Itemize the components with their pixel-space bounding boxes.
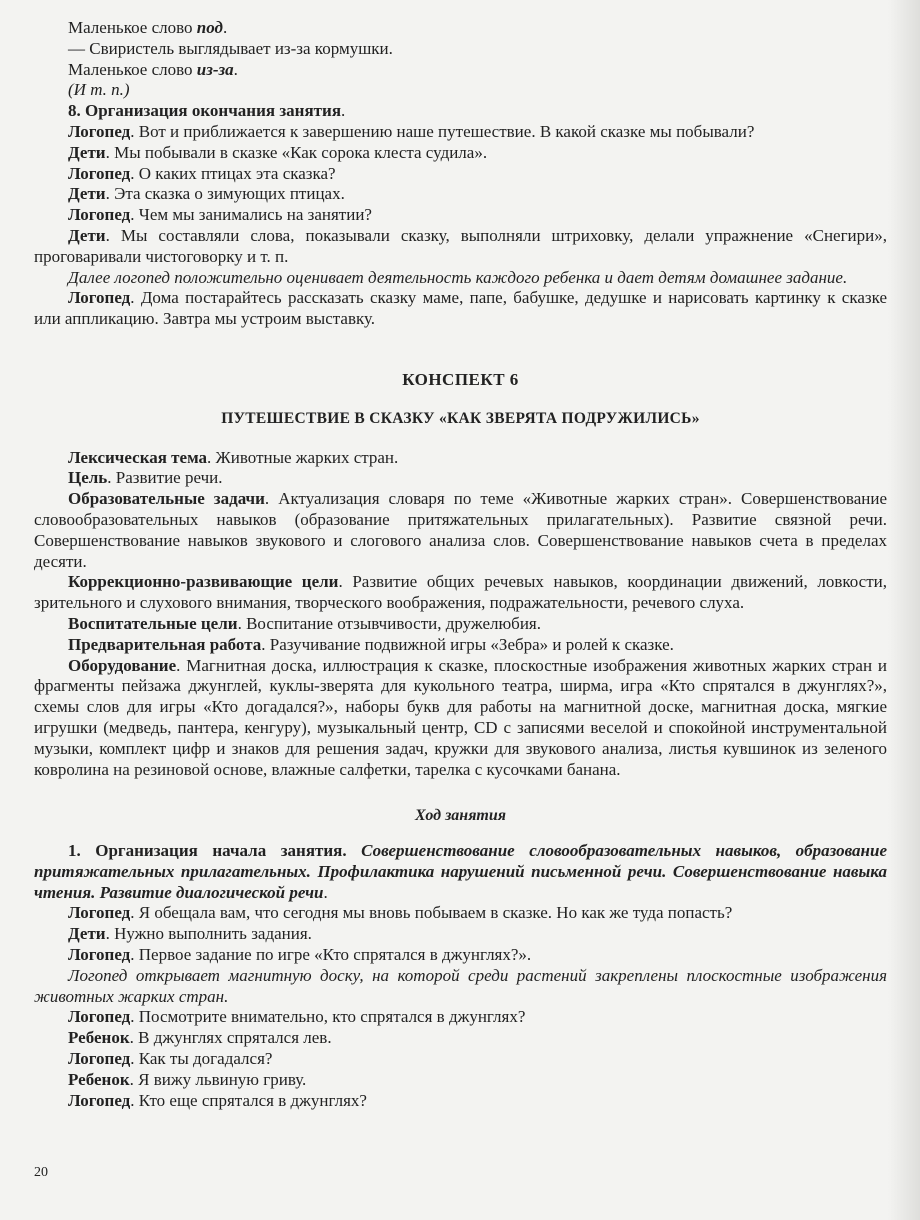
speaker: Логопед <box>68 205 131 225</box>
intro-paragraph <box>34 468 887 489</box>
text: Маленькое слово <box>68 59 197 79</box>
dialog-line <box>34 903 887 924</box>
speaker: Логопед <box>68 288 131 308</box>
dialog-line <box>34 1049 887 1070</box>
konspekt-heading: КОНСПЕКТ 6 <box>402 369 519 389</box>
stage-direction-text: Далее логопед положительно оценивает деятельность каждого ребенка и дает детям домашнее задание. <box>68 267 848 287</box>
field-label: Лексическая тема <box>68 447 208 467</box>
section-heading-text: 1. Организация начала занятия. <box>68 841 362 861</box>
field-value: . Развитие общих речевых навыков, координации движений, ловкости, зрительного и слухового внимания, творческого воображения, подражательности, речевого слуха. <box>34 572 887 613</box>
page-edge-shadow <box>888 0 920 1220</box>
speaker: Логопед <box>68 121 131 141</box>
section-goals: Совершенствование словообразовательных навыков, образование притяжательных прилагательных. Профилактика нарушений письменной речи. Совершенствование навыка чтения. Развитие диалогической речи <box>34 841 887 902</box>
speech: . Первое задание по игре «Кто спрятался в джунглях?». <box>130 945 532 965</box>
speech: . Мы побывали в сказке «Как сорока клеста судила». <box>105 142 488 162</box>
speaker: Ребенок <box>68 1069 130 1089</box>
stage-direction <box>34 966 887 1008</box>
lesson-progress-heading: Ход занятия <box>414 807 507 825</box>
stage-direction-text: Логопед открывает магнитную доску, на которой среди растений закреплены плоскостные изображения животных жарких стран. <box>34 965 887 1006</box>
paragraph <box>34 60 887 81</box>
paragraph <box>34 18 887 39</box>
dialog-line <box>34 1070 887 1091</box>
intro-paragraph <box>34 656 887 781</box>
page-text <box>34 18 887 1111</box>
field-value: . Воспитание отзывчивости, дружелюбия. <box>237 613 541 633</box>
speech: . Я вижу львиную гриву. <box>129 1069 307 1089</box>
speaker: Логопед <box>68 903 131 923</box>
speech: . Посмотрите внимательно, кто спрятался в джунглях? <box>130 1007 526 1027</box>
field-label: Воспитательные цели <box>68 613 238 633</box>
etc-note: (И т. п.) <box>68 80 130 100</box>
dialog-line <box>34 945 887 966</box>
field-value: . Развитие речи. <box>107 468 223 488</box>
dialog-line <box>34 288 887 330</box>
text: . <box>323 882 328 902</box>
field-label: Оборудование <box>68 655 177 675</box>
text: Маленькое слово <box>68 18 197 37</box>
emphasized-word: под <box>196 18 223 37</box>
lesson-title: ПУТЕШЕСТВИЕ В СКАЗКУ «КАК ЗВЕРЯТА ПОДРУЖИЛИСЬ» <box>221 409 700 427</box>
speaker: Дети <box>68 924 106 944</box>
speaker: Логопед <box>68 945 131 965</box>
field-label: Коррекционно-развивающие цели <box>68 572 339 592</box>
field-label: Цель <box>68 468 108 488</box>
text: . <box>222 18 228 37</box>
speaker: Логопед <box>68 1090 131 1110</box>
intro-paragraph <box>34 572 887 614</box>
intro-paragraph <box>34 448 887 469</box>
speech: . Мы составляли слова, показывали сказку, выполняли штриховку, делали упражнение «Снегири», проговаривали чистоговорку и т. п. <box>34 225 887 266</box>
dialog-line <box>34 205 887 226</box>
speech: . Чем мы занимались на занятии? <box>130 205 372 225</box>
text: . <box>233 59 238 79</box>
field-label: Образовательные задачи <box>68 489 265 509</box>
dialog-line <box>34 122 887 143</box>
speech: . Дома постарайтесь рассказать сказку маме, папе, бабушке, дедушке и нарисовать картинку к сказке или аппликацию. Завтра мы устроим выставку. <box>34 288 887 329</box>
speaker: Логопед <box>68 1049 131 1069</box>
speech: . Эта сказка о зимующих птицах. <box>105 184 345 204</box>
dialog-line <box>34 184 887 205</box>
field-label: Предварительная работа <box>68 634 262 654</box>
section-heading-text: 8. Организация окончания занятия <box>68 101 342 121</box>
speaker: Дети <box>68 142 106 162</box>
section-heading: 8. Организация окончания занятия. <box>68 101 346 121</box>
intro-paragraph <box>34 635 887 656</box>
emphasized-word: из-за <box>196 59 234 79</box>
field-value: . Магнитная доска, иллюстрация к сказке, плоскостные изображения животных жарких стран и фрагменты пейзажа джунглей, куклы-зверята для кукольного театра, ширма, игра «Кто спрятался в джунглях?», схемы слов для игры «Кто догадался?», наборы букв для работы на магнитной доске, магнитная доска, мягкие игрушки (медведь, пантера, кенгуру), музыкальный центр, CD с записями веселой и спокойной инструментальной музыки, комплект цифр и знаков для решения задач, кружки для звукового анализа, листья кувшинок из зеленого ковролина на резиновой основе, влажные салфетки, тарелка с кусочками банана. <box>34 655 887 779</box>
speech: . Как ты догадался? <box>130 1049 273 1069</box>
speech: . Кто еще спрятался в джунглях? <box>130 1090 367 1110</box>
dialog-line <box>34 1091 887 1112</box>
field-value: . Актуализация словаря по теме «Животные жарких стран». Совершенствование словообразовательных навыков (образование притяжательных прилагательных). Развитие связной речи. Совершенствование навыков звукового и слогового анализа слов. Совершенствование навыков счета в пределах десяти. <box>34 489 887 571</box>
intro-paragraph <box>34 489 887 572</box>
intro-paragraph <box>34 614 887 635</box>
speech: . Нужно выполнить задания. <box>105 924 312 944</box>
field-value: . Животные жарких стран. <box>207 447 399 467</box>
speech: . В джунглях спрятался лев. <box>129 1028 332 1048</box>
section-heading <box>34 841 887 903</box>
page-number: 20 <box>34 1165 48 1180</box>
dialog-line <box>34 1007 887 1028</box>
field-value: . Разучивание подвижной игры «Зебра» и ролей к сказке. <box>261 634 674 654</box>
dialog-line <box>34 143 887 164</box>
speech: . О каких птицах эта сказка? <box>130 163 336 183</box>
paragraph: — Свиристель выглядывает из-за кормушки. <box>68 38 393 58</box>
stage-direction <box>34 268 887 289</box>
speech: . Вот и приближается к завершению наше путешествие. В какой сказке мы побывали? <box>130 121 755 141</box>
speaker: Логопед <box>68 1007 131 1027</box>
dialog-line <box>34 924 887 945</box>
dialog-line <box>34 226 887 268</box>
speaker: Дети <box>68 184 106 204</box>
speaker: Дети <box>68 225 106 245</box>
dialog-line <box>34 164 887 185</box>
speaker: Ребенок <box>68 1028 130 1048</box>
dialog-line <box>34 1028 887 1049</box>
speech: . Я обещала вам, что сегодня мы вновь побываем в сказке. Но как же туда попасть? <box>130 903 733 923</box>
paragraph <box>34 80 887 101</box>
speaker: Логопед <box>68 163 131 183</box>
